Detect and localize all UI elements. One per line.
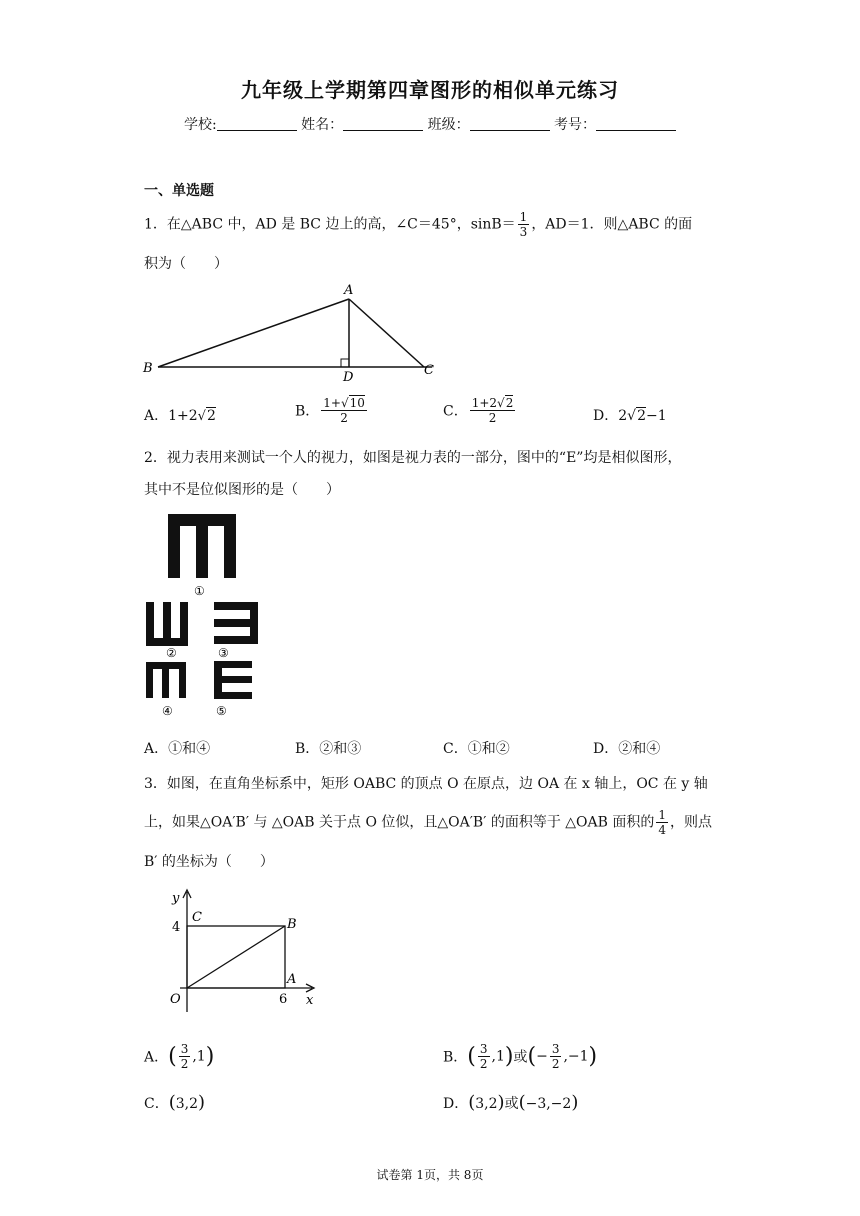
- option-b-or: 或: [513, 1049, 528, 1066]
- e-symbol-2: [146, 602, 188, 646]
- paren-left: (: [527, 1044, 537, 1069]
- option-b-neg: −: [536, 1048, 548, 1065]
- label-o: O: [170, 992, 181, 1007]
- label-1: ①: [194, 584, 205, 598]
- option-d-text1: 3,2: [475, 1096, 498, 1112]
- option-a-text: 1+2: [168, 408, 198, 424]
- e-symbol-1: [168, 514, 236, 578]
- paren-right: ): [588, 1044, 598, 1069]
- option-b-fraction: [478, 1042, 490, 1071]
- q1-frac-den: 3: [519, 225, 528, 239]
- q3-option-c[interactable]: [144, 1092, 205, 1113]
- option-b-fraction: [321, 396, 367, 425]
- paren-left: (: [168, 1092, 176, 1113]
- option-a-tail: ,1: [192, 1048, 206, 1065]
- q3-option-d[interactable]: [443, 1092, 578, 1113]
- sqrt-icon: √: [197, 409, 206, 424]
- option-b-tail2: ,−1: [563, 1048, 589, 1065]
- segment-ac: [349, 299, 424, 367]
- label-5: ⑤: [216, 704, 227, 718]
- option-label: B．: [295, 403, 320, 420]
- q2-option-d[interactable]: D．②和④: [593, 741, 661, 757]
- option-c-num: 1+2: [471, 396, 498, 410]
- page-footer: 试卷第 1页，共 8页: [376, 1168, 484, 1182]
- option-label: A．: [144, 1049, 169, 1066]
- option-b-radicand: 10: [349, 396, 365, 410]
- segment-ab: [158, 299, 349, 367]
- option-label: D．: [443, 1096, 469, 1112]
- q3-line1: 3．如图，在直角坐标系中，矩形 OABC 的顶点 O 在原点，边 OA 在 x 轴上，OC 在 y 轴: [144, 776, 708, 792]
- option-a-den: 2: [180, 1057, 189, 1071]
- option-b-num2: 3: [551, 1042, 560, 1056]
- option-b-den2: 2: [551, 1057, 560, 1071]
- q2-option-b[interactable]: B．②和③: [295, 741, 362, 757]
- paren-right: ): [198, 1092, 206, 1113]
- q2-line1: 2．视力表用来测试一个人的视力，如图是视力表的一部分，图中的“E”均是相似图形，: [144, 450, 682, 466]
- option-label: D．: [593, 408, 619, 424]
- class-blank[interactable]: [470, 116, 550, 131]
- option-label: B．: [443, 1049, 468, 1066]
- label-a: A: [287, 972, 297, 987]
- option-d-radicand: 2: [637, 408, 646, 424]
- section-heading: 一、单选题: [144, 183, 214, 199]
- option-d-or: 或: [504, 1096, 519, 1112]
- option-label: C．: [144, 1096, 169, 1112]
- option-c-text: 3,2: [175, 1096, 199, 1112]
- option-d-b: −1: [646, 408, 667, 424]
- name-label: 姓名：: [301, 117, 344, 133]
- number-blank[interactable]: [596, 116, 676, 131]
- label-4: ④: [162, 704, 173, 718]
- paren-left: (: [168, 1044, 177, 1069]
- q1-option-b[interactable]: [295, 396, 369, 425]
- label-3: ③: [218, 646, 229, 660]
- option-d-text2: −3,−2: [525, 1096, 572, 1112]
- option-label: A．: [144, 408, 169, 424]
- option-c-fraction: [470, 396, 516, 425]
- name-blank[interactable]: [343, 116, 423, 131]
- paren-left: (: [467, 1044, 476, 1069]
- option-b-den: 2: [479, 1057, 488, 1071]
- paren-left: (: [518, 1092, 526, 1113]
- q3-frac-num: 1: [658, 808, 667, 822]
- q3-text-b: ，则点: [670, 814, 713, 831]
- tick-4: 4: [172, 920, 181, 935]
- paren-left: (: [468, 1092, 476, 1113]
- paren-right: ): [504, 1044, 514, 1069]
- e-symbol-5: [214, 661, 252, 699]
- paren-right: ): [205, 1044, 215, 1069]
- label-x: x: [306, 993, 314, 1008]
- option-label: C．: [443, 403, 468, 420]
- label-b: B: [143, 361, 153, 376]
- label-c: C: [424, 363, 434, 378]
- q3-text-a: 上，如果△OA′B′ 与 △OAB 关于点 O 位似，且△OA′B′ 的面积等于 △OAB 面积的: [144, 814, 655, 831]
- q2-option-c[interactable]: C．①和②: [443, 741, 510, 757]
- option-d-a: 2: [618, 408, 628, 424]
- q2-option-a[interactable]: A．①和④: [144, 741, 211, 757]
- q1-fraction: [518, 210, 530, 239]
- option-b-tail: ,1: [491, 1048, 505, 1065]
- option-b-num: 1+: [323, 396, 341, 410]
- q3-line3: B′ 的坐标为（ ）: [144, 854, 274, 870]
- class-label: 班级：: [427, 117, 470, 133]
- q3-line2: [144, 808, 712, 837]
- option-a-fraction: [179, 1042, 191, 1071]
- q1-frac-num: 1: [519, 210, 528, 224]
- q3-fraction: [656, 808, 668, 837]
- tick-6: 6: [279, 992, 288, 1007]
- school-label: 学校:: [183, 117, 217, 133]
- q3-frac-den: 4: [658, 823, 667, 837]
- page-title: 九年级上学期第四章图形的相似单元练习: [241, 78, 619, 102]
- q3-option-a[interactable]: [144, 1042, 214, 1071]
- sqrt-icon: √: [341, 396, 349, 410]
- q3-option-b[interactable]: [443, 1042, 597, 1071]
- option-c-den: 2: [488, 411, 497, 425]
- q1-text-b: ，AD＝1．则△ABC 的面: [531, 216, 693, 233]
- option-a-radicand: 2: [206, 408, 216, 424]
- label-y: y: [172, 891, 180, 906]
- label-b: B: [287, 917, 297, 932]
- label-c: C: [192, 910, 202, 925]
- q2-eye-chart-figure: [140, 508, 270, 723]
- q1-text-a: 1．在△ABC 中，AD 是 BC 边上的高，∠C＝45°，sinB＝: [144, 216, 516, 233]
- e-symbol-3: [214, 602, 258, 644]
- student-info-line: [0, 114, 860, 134]
- q1-option-c[interactable]: [443, 396, 517, 425]
- paren-right: ): [571, 1092, 579, 1113]
- q3-coordinate-figure: [160, 884, 330, 1019]
- right-angle-mark: [341, 359, 349, 367]
- paren-right: ): [497, 1092, 505, 1113]
- q1-option-a[interactable]: [144, 405, 216, 425]
- option-a-num: 3: [180, 1042, 189, 1056]
- q2-line2: 其中不是位似图形的是（ ）: [144, 482, 340, 498]
- q1-triangle-figure: [140, 282, 440, 382]
- q1-line1: [144, 210, 692, 239]
- diagonal-ob: [187, 926, 285, 988]
- label-a: A: [344, 283, 354, 298]
- q1-line2: 积为（ ）: [144, 256, 228, 272]
- label-d: D: [343, 370, 354, 382]
- option-b-fraction-2: [550, 1042, 562, 1071]
- number-label: 考号：: [554, 117, 597, 133]
- school-blank[interactable]: [217, 116, 297, 131]
- sqrt-icon: √: [497, 396, 505, 410]
- q1-option-d[interactable]: [593, 405, 667, 425]
- option-c-radicand: 2: [505, 396, 514, 410]
- option-b-den: 2: [340, 411, 348, 425]
- e-symbol-4: [146, 662, 186, 698]
- label-2: ②: [166, 646, 177, 660]
- option-b-num: 3: [479, 1042, 488, 1056]
- sqrt-icon: √: [627, 408, 637, 424]
